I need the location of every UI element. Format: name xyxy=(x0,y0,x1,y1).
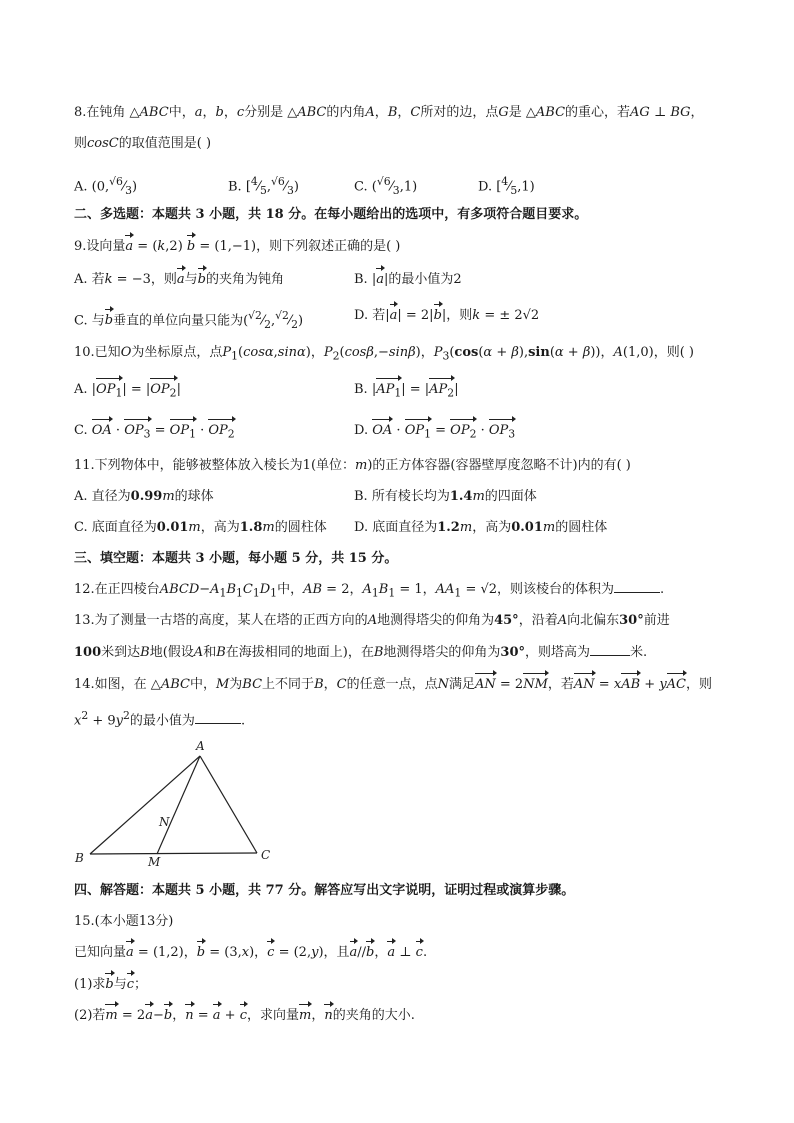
q8-option-a: A. $(0,^{√6}⁄_3)$ xyxy=(74,175,138,197)
q8-line2: 则cosC的取值范围是( ) xyxy=(74,136,212,151)
q10-option-d: D. OA · $OP_1 = OP_2 \cdot OP_3$ xyxy=(354,421,515,445)
q11-option-d: D. 底面直径为1.2m，高为0.01m的圆柱体 xyxy=(354,520,608,535)
q10-option-a: A. $|OP_1| = |OP_2|$ xyxy=(74,380,181,404)
q14-line1: 14.如图，在 △ABC中，M为BC上不同于B，C的任意一点，点N满足AN = 2NM，若AN = xAB + yAC，则 xyxy=(74,675,712,695)
label-c: C xyxy=(261,848,271,862)
q15-part1: (1)求b与c； xyxy=(74,975,147,995)
q13-line2: 100米到达B地(假设A和B在海拔相同的地面上)，在B地测得塔尖的仰角为30°，则塔高为 米. xyxy=(74,645,648,660)
q13-line1: 13.为了测量一古塔的高度，某人在塔的正西方向的A地测得塔尖的仰角为45°，沿着A向北偏东30°前进 xyxy=(74,613,670,628)
q11-stem: 11.下列物体中，能够被整体放入棱长为1(单位：m)的正方体容器(容器壁厚度忽略不计)内的有( ) xyxy=(74,458,631,473)
side-ab xyxy=(90,756,200,854)
triangle-figure xyxy=(70,735,290,870)
side-ac xyxy=(200,756,257,853)
segment-am xyxy=(157,756,200,854)
q8-option-d: D. $[^4⁄_5,1)$ xyxy=(478,175,535,197)
label-b: B xyxy=(75,851,84,865)
label-m: M xyxy=(148,855,161,869)
q8-option-b: B. $[^4⁄_5,^{√6}⁄_3)$ xyxy=(228,175,299,197)
q11-option-b: B. 所有棱长均为1.4m的四面体 xyxy=(354,489,537,504)
q15-given: 已知向量a = (1,2)，b = (3,x)，c = (2,y)，且a//b，a ⊥ c. xyxy=(74,943,427,963)
q9-option-b: B. |a|的最小值为2 xyxy=(354,270,462,290)
q8-line1: 8.在钝角 △ABC中，a，b，c分别是 △ABC的内角A，B，C所对的边，点G是 △ABC的重心，若AG ⊥ BG， xyxy=(74,105,704,120)
q11-option-c: C. 底面直径为0.01m，高为1.8m的圆柱体 xyxy=(74,520,327,535)
section-heading-4: 四、解答题：本题共 5 小题，共 77 分。解答应写出文字说明，证明过程或演算步骤。 xyxy=(74,883,575,898)
side-bc xyxy=(90,853,257,854)
q8-option-c: C. $(^{√6}⁄_3,1)$ xyxy=(354,175,418,197)
section-heading-3: 三、填空题：本题共 3 小题，每小题 5 分，共 15 分。 xyxy=(74,551,398,566)
q9-option-c: C. 与b垂直的单位向量只能为$(^{√2}⁄_2,^{√2}⁄_2)$ xyxy=(74,309,304,331)
q14-line2: $x^2 + 9y^2$的最小值为 . xyxy=(74,709,246,729)
label-a: A xyxy=(196,739,205,753)
q10-option-c: C. OA · $OP_3 = OP_1 \cdot OP_2$ xyxy=(74,421,235,445)
q10-option-b: B. $|AP_1| = |AP_2|$ xyxy=(354,380,459,404)
q15-part2: (2)若m = 2a−b，n = a + c，求向量m，n的夹角的大小. xyxy=(74,1006,415,1026)
label-n: N xyxy=(159,815,170,829)
q9-option-a: A. 若k = −3，则a与b的夹角为钝角 xyxy=(74,270,284,290)
q10-stem: 10.已知O为坐标原点，点$P_1(\cos\alpha,\sin\alpha)$，$P_2(\cos\beta,-\sin\beta)$，$P_3(\cos(\alpha + \beta),\sin(\alpha + \beta))$，A(1,0)，则( ) xyxy=(74,345,695,363)
q15-title: 15.(本小题13分) xyxy=(74,914,174,929)
q9-stem: 9.设向量a = (k,2) b = (1,−1)，则下列叙述正确的是( ) xyxy=(74,237,400,257)
section-heading-2: 二、多选题：本题共 3 小题，共 18 分。在每小题给出的选项中，有多项符合题目要求。 xyxy=(74,207,588,222)
q12-stem: 12.在正四棱台$ABCD-A_1B_1C_1D_1$中，AB = 2，$A_1B_1 = 1$，$AA_1 = √2$，则该棱台的体积为 . xyxy=(74,582,665,600)
q11-option-a: A. 直径为0.99m的球体 xyxy=(74,489,214,504)
q9-option-d: D. 若|a| = 2|b|，则k = ± 2√2 xyxy=(354,306,539,326)
